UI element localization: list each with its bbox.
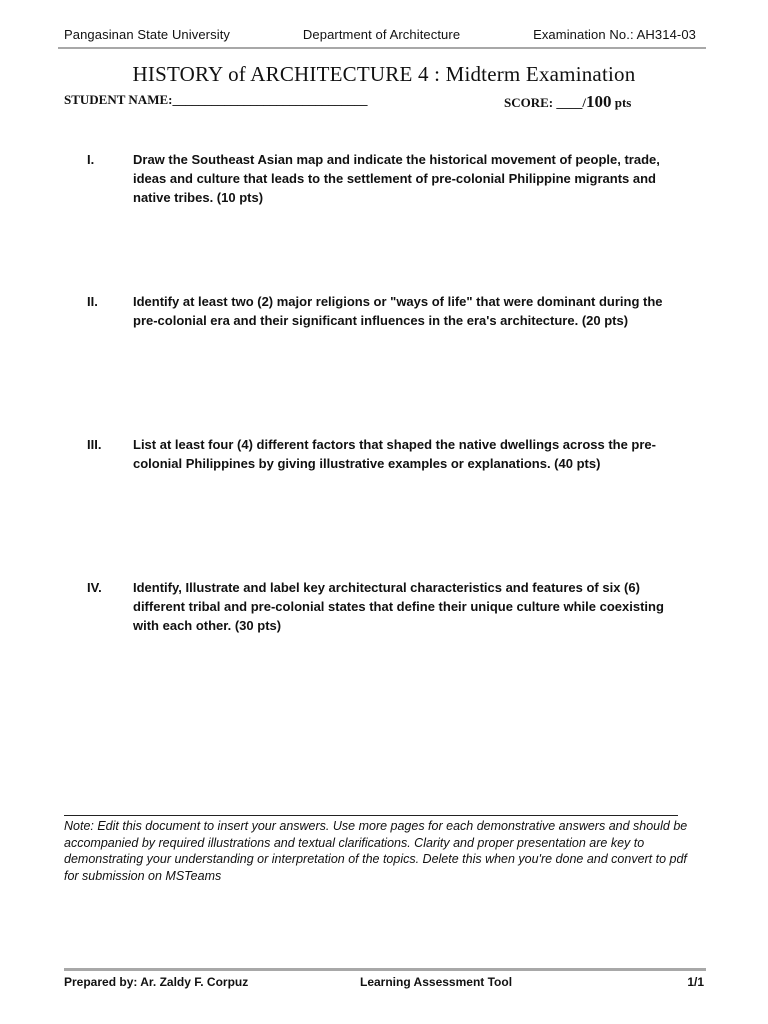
- department-name: Department of Architecture: [302, 27, 461, 42]
- header-divider: [58, 47, 706, 49]
- question-text: Draw the Southeast Asian map and indicate the historical movement of people, trade, ideas and culture that leads to the settlement of pre-colonial Philippine migrants and native tribes. (10 pts): [133, 152, 660, 205]
- exam-number: Examination No.: AH314-03: [533, 27, 696, 42]
- assessment-tool-label: Learning Assessment Tool: [360, 975, 513, 989]
- question-number: I.: [87, 152, 95, 167]
- note-divider: [64, 815, 678, 816]
- page-title: HISTORY of ARCHITECTURE 4 : Midterm Examination: [132, 62, 636, 86]
- question-number: II.: [87, 294, 98, 309]
- prepared-by: Prepared by: Ar. Zaldy F. Corpuz: [64, 975, 249, 989]
- student-name-label: STUDENT NAME:: [64, 92, 173, 107]
- question-text: Identify at least two (2) major religions or "ways of life" that were dominant during the pre-colonial era and their significant influences in the era's architecture. (20 pts): [133, 294, 663, 328]
- score-total: 100: [585, 92, 612, 111]
- page-number: 1/1: [687, 975, 704, 989]
- score-label: SCORE: ____/: [504, 95, 586, 110]
- question-number: IV.: [87, 580, 102, 595]
- question-number: III.: [87, 437, 102, 452]
- score-field[interactable]: [504, 92, 631, 112]
- page-header: [64, 27, 696, 42]
- university-name: Pangasinan State University: [64, 27, 231, 42]
- footer-divider: [64, 968, 706, 971]
- score-unit: pts: [611, 95, 632, 110]
- question-text: Identify, Illustrate and label key architectural characteristics and features of six (6) different tribal and pre-colonial states that define their unique culture while coexisting with each other. (30 pts): [133, 580, 664, 633]
- student-name-field[interactable]: [64, 92, 367, 108]
- student-name-blank: ______________________________: [172, 92, 368, 107]
- instructions-note: Note: Edit this document to insert your answers. Use more pages for each demonstrative answers and should be accompanied by required illustrations and textual clarifications. Clarity and proper presentation are key to demonstrating your understanding or interpretation of the topics. Delete this when you're done and convert to pdf for submission on MSTeams: [64, 819, 688, 883]
- question-text: List at least four (4) different factors that shaped the native dwellings across the pre-colonial Philippines by giving illustrative examples or explanations. (40 pts): [133, 437, 656, 471]
